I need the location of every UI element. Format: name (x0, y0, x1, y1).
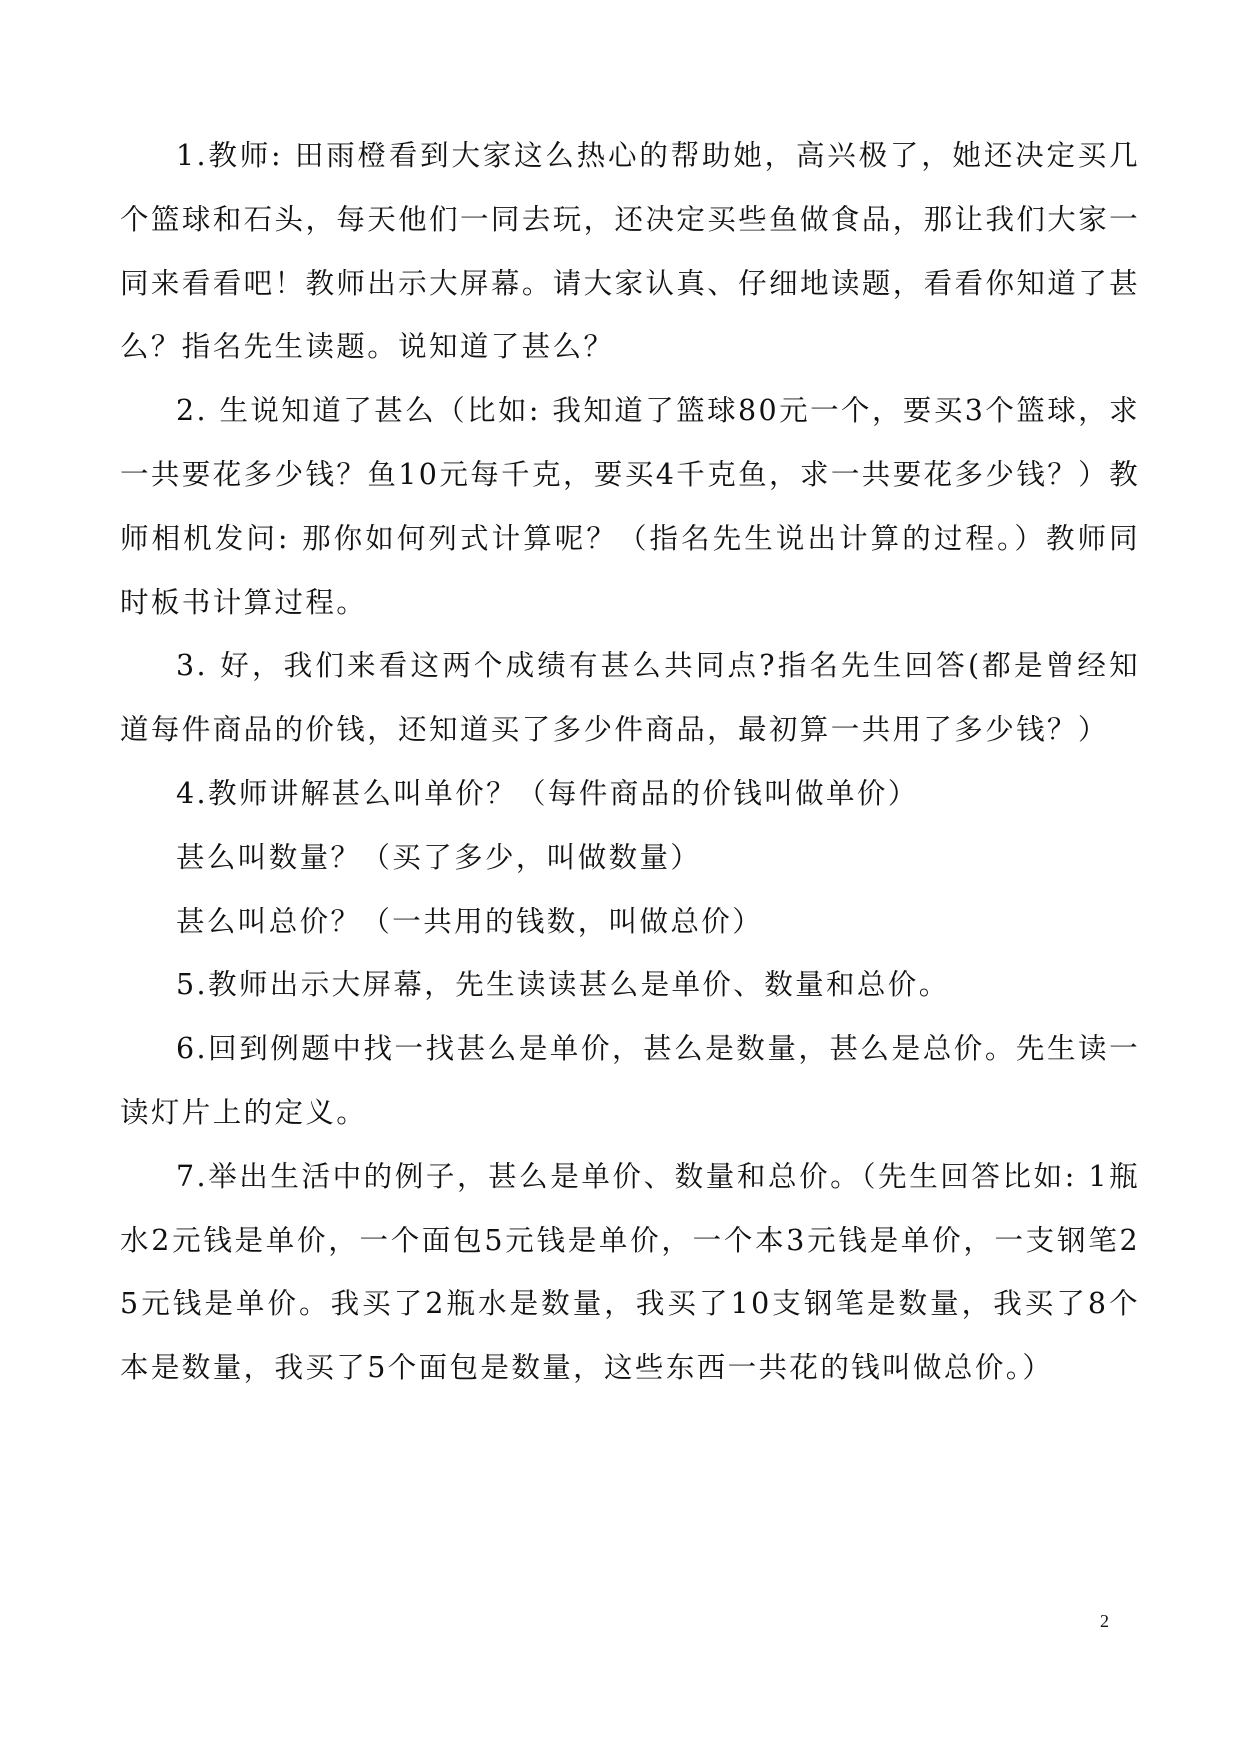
paragraph-5: 5.教师出示大屏幕，先生读读甚么是单价、数量和总价。 (176, 968, 950, 1002)
paragraph-6: 6.回到例题中找一找甚么是单价，甚么是数量，甚么是总价。先生读一读灯片上的定义。 (120, 1032, 1140, 1129)
page-number: 2 (1100, 1611, 1109, 1631)
paragraph-7: 7.举出生活中的例子，甚么是单价、数量和总价。（先生回答比如: 1瓶水2元钱是单价，一个面包5元钱是单价，一个本3元钱是单价，一支钢笔25元钱是单价。我买了2瓶水是数量，我买了10支钢笔是数量，我买了8个本是数量，我买了5个面包是数量，这些东西一共花的钱叫做总价。） (120, 1159, 1140, 1385)
paragraph-3: 3. 好，我们来看这两个成绩有甚么共同点?指名先生回答(都是曾经知道每件商品的价钱，还知道买了多少件商品，最初算一共用了多少钱？） (120, 649, 1140, 747)
paragraph-4-total-price: 甚么叫总价？（一共用的钱数，叫做总价） (176, 904, 764, 938)
paragraph-4: 4.教师讲解甚么叫单价？（每件商品的价钱叫做单价） (176, 776, 919, 810)
paragraph-4-quantity: 甚么叫数量？（买了多少，叫做数量） (176, 840, 702, 874)
document-body (120, 124, 1140, 1400)
paragraph-2: 2. 生说知道了甚么（比如: 我知道了篮球80元一个，要买3个篮球，求一共要花多少钱？鱼10元每千克，要买4千克鱼，求一共要花多少钱？）教师相机发问: 那你如何列式计算呢？（指名先生说出计算的过程。）教师同时板书计算过程。 (120, 394, 1140, 619)
paragraph-1: 1.教师: 田雨橙看到大家这么热心的帮助她，高兴极了，她还决定买几个篮球和石头，每天他们一同去玩，还决定买些鱼做食品，那让我们大家一同来看看吧！教师出示大屏幕。请大家认真、仔细地读题，看看你知道了甚么？指名先生读题。说知道了甚么？ (120, 139, 1140, 364)
